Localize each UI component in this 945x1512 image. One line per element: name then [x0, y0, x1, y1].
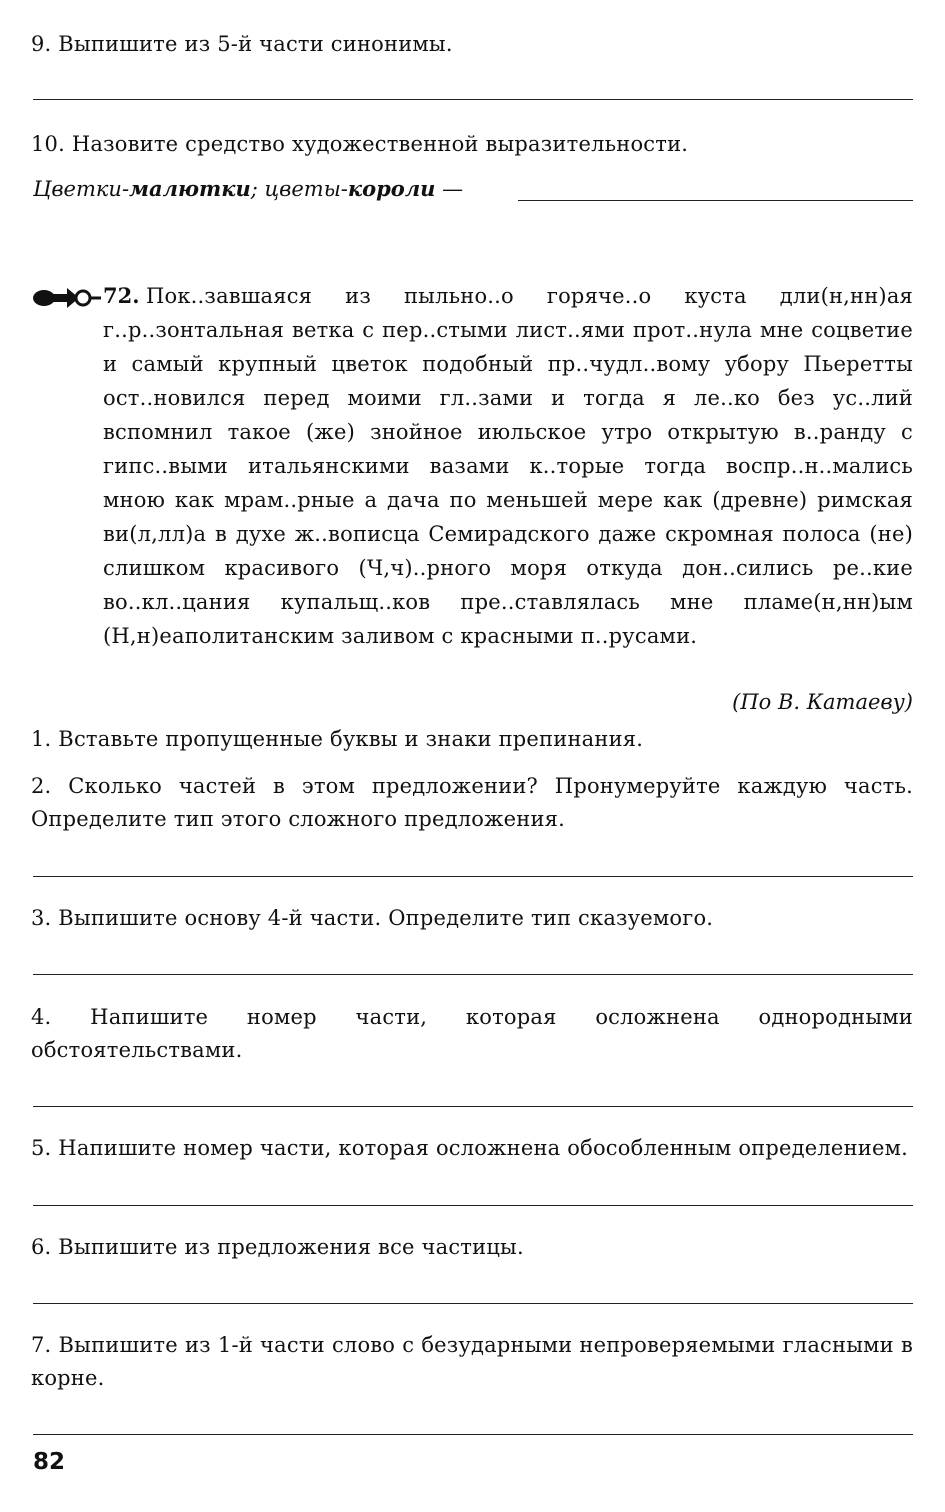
answer-line[interactable]	[33, 876, 913, 877]
phrase-part: —	[435, 177, 464, 201]
question-9: 9. Выпишите из 5-й части синонимы.	[31, 32, 453, 56]
question-3: 3. Выпишите основу 4-й части. Определите тип сказуемого.	[31, 906, 714, 930]
question-2: 2. Сколько частей в этом предложении? Пронумеруйте каждую часть. Определите тип этого сложного предложения.	[31, 774, 913, 831]
question-10-phrase	[33, 172, 463, 206]
exercise-text: Пок..завшаяся из пыльно..о горяче..о куста дли(н,нн)ая г..р..зонтальная ветка с пер..стыми лист..ями прот..нула мне соцветие и самый крупный цветок подобный пр..чудл..вому убору Пьеретты ост..новился перед моими гл..зами и тогда я ле..ко без ус..лий вспомнил такое (же) знойное июльское утро открытую в..ранду с гипс..выми итальянскими вазами к..торые тогда воспр..н..мались мною как мрам..рные а дача по меньшей мере как (древне) римская ви(л,лл)а в духе ж..вописца Семирадского даже скромная полоса (не) слишком красивого (Ч,ч)..рного моря откуда дон..сились ре..кие во..кл..цания купальщ..ков пре..ставлялась мне пламе(н,нн)ым (Н,н)еаполитанским заливом с красными п..русами.	[103, 284, 913, 648]
question-1: 1. Вставьте пропущенные буквы и знаки препинания.	[31, 727, 644, 751]
answer-line[interactable]	[33, 99, 913, 100]
exercise-number: 72.	[103, 283, 140, 308]
answer-line[interactable]	[518, 200, 913, 201]
exercise-author: (По В. Катаеву)	[732, 690, 913, 714]
question-10: 10. Назовите средство художественной выразительности.	[31, 132, 689, 156]
question-5: 5. Напишите номер части, которая осложнена обособленным определением.	[31, 1136, 908, 1160]
page-number: 82	[33, 1449, 66, 1475]
phrase-part-bold: короли	[347, 176, 436, 201]
answer-line[interactable]	[33, 1303, 913, 1304]
answer-line[interactable]	[33, 1434, 913, 1435]
question-6: 6. Выпишите из предложения все частицы.	[31, 1235, 524, 1259]
phrase-part: Цветки-	[33, 177, 130, 201]
pen-icon	[33, 285, 103, 311]
answer-line[interactable]	[33, 974, 913, 975]
phrase-part-bold: малютки	[129, 176, 251, 201]
question-4: 4. Напишите номер части, которая осложнена однородными обстоятельствами.	[31, 1005, 913, 1062]
phrase-part: ; цветы-	[250, 177, 348, 201]
answer-line[interactable]	[33, 1205, 913, 1206]
question-7: 7. Выпишите из 1-й части слово с безударными непроверяемыми гласными в корне.	[31, 1333, 913, 1390]
answer-line[interactable]	[33, 1106, 913, 1107]
